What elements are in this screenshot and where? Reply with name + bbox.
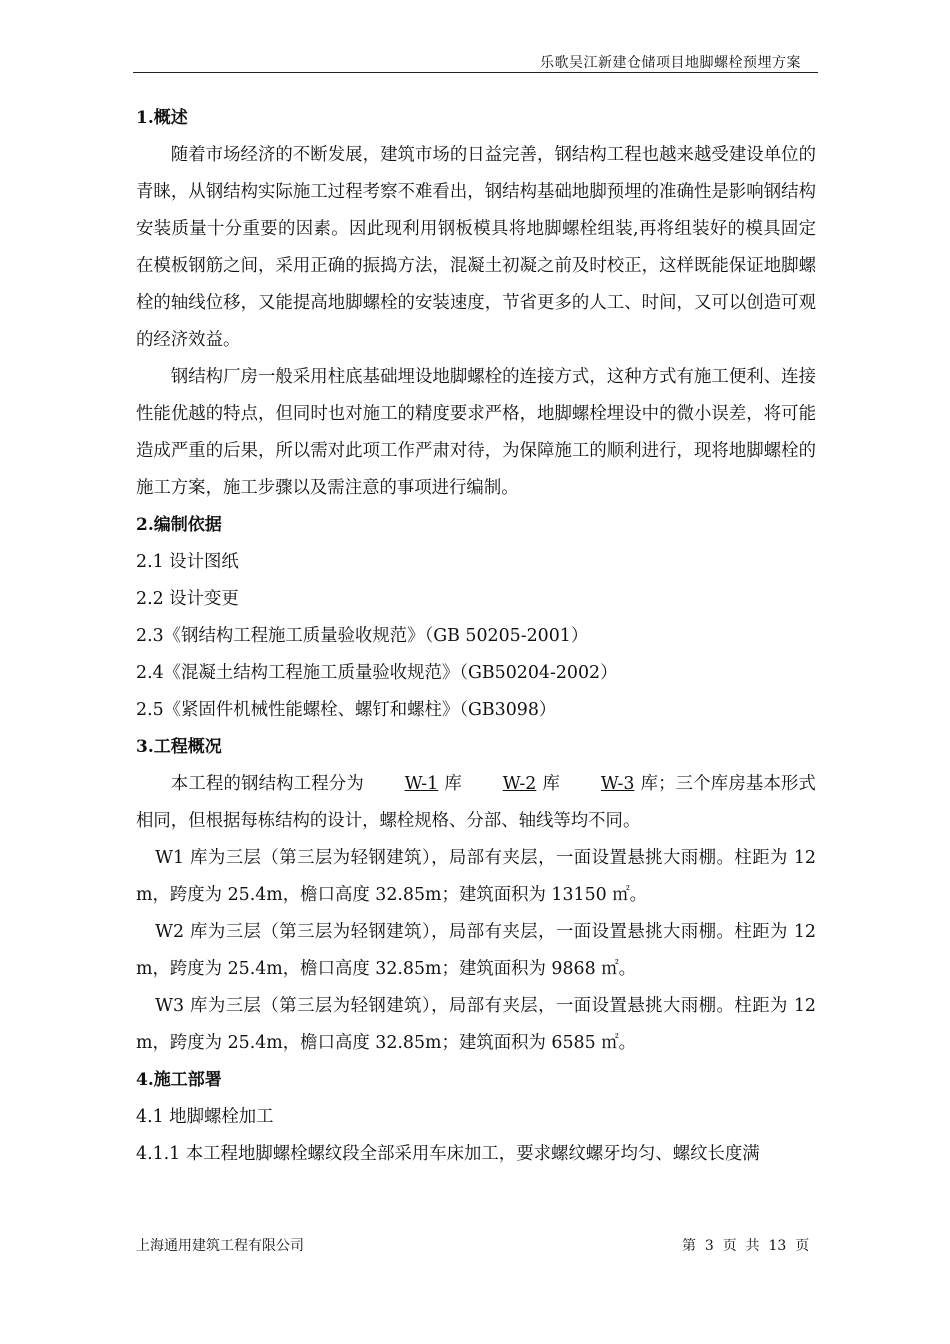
section-3-heading: 3.工程概况 [136, 737, 222, 757]
warehouse-w2-description: W2 库为三层（第三层为轻钢建筑），局部有夹层，一面设置悬挑大雨棚。柱距为 12m，跨度为 25.4m，檐口高度 32.85m；建筑面积为 9868 ㎡。 [136, 922, 816, 979]
warehouse-w1-blank: W-1 [404, 774, 439, 794]
basis-item-design-drawings: 2.1 设计图纸 [136, 552, 239, 572]
ku-label-2: 库 [542, 774, 561, 794]
section-4-heading: 4.施工部署 [136, 1070, 222, 1090]
basis-item-design-changes: 2.2 设计变更 [136, 589, 239, 609]
section-3-intro [136, 766, 816, 840]
section-1-paragraph-2: 钢结构厂房一般采用柱底基础埋设地脚螺栓的连接方式，这种方式有施工便利、连接性能优越的特点，但同时也对施工的精度要求严格，地脚螺栓埋设中的微小误差，将可能造成严重的后果，所以需对此项工作严肃对待，为保障施工的顺利进行，现将地脚螺栓的施工方案，施工步骤以及需注意的事项进行编制。 [136, 367, 816, 498]
intro-text-a: 本工程的钢结构工程分为 [170, 774, 364, 794]
basis-item-fastener-code: 2.5《紧固件机械性能螺栓、螺钉和螺柱》（GB3098） [136, 700, 557, 720]
section-1-paragraph-1: 随着市场经济的不断发展，建筑市场的日益完善，钢结构工程也越来越受建设单位的青睐，从钢结构实际施工过程考察不难看出，钢结构基础地脚预埋的准确性是影响钢结构安装质量十分重要的因素。因此现利用钢板模具将地脚螺栓组装,再将组装好的模具固定在模板钢筋之间，采用正确的振捣方法，混凝土初凝之前及时校正，这样既能保证地脚螺栓的轴线位移，又能提高地脚螺栓的安装速度，节省更多的人工、时间，又可以创造可观的经济效益。 [136, 145, 816, 350]
warehouse-w1-description: W1 库为三层（第三层为轻钢建筑），局部有夹层，一面设置悬挑大雨棚。柱距为 12m，跨度为 25.4m，檐口高度 32.85m；建筑面积为 13150 ㎡。 [136, 848, 816, 905]
intro-text-b: 库；三个库房基本形式相同，但根据每栋结构的设计，螺栓规格、分部、轴线等均不同。 [136, 774, 816, 831]
section-1-heading: 1.概述 [136, 108, 188, 128]
basis-item-steel-code: 2.3《钢结构工程施工质量验收规范》（GB 50205-2001） [136, 626, 589, 646]
warehouse-w3-description: W3 库为三层（第三层为轻钢建筑），局部有夹层，一面设置悬挑大雨棚。柱距为 12m，跨度为 25.4m，檐口高度 32.85m；建筑面积为 6585 ㎡。 [136, 996, 816, 1053]
footer-page-number: 第 3 页 共 13 页 [682, 1238, 810, 1254]
clause-4-1-1: 4.1.1 本工程地脚螺栓螺纹段全部采用车床加工，要求螺纹螺牙均匀、螺纹长度满 [136, 1144, 760, 1164]
basis-item-concrete-code: 2.4《混凝土结构工程施工质量验收规范》（GB50204-2002） [136, 663, 618, 683]
document-body [136, 100, 816, 1173]
warehouse-w2-blank: W-2 [502, 774, 537, 794]
subsection-4-1-heading: 4.1 地脚螺栓加工 [136, 1107, 274, 1127]
section-2-heading: 2.编制依据 [136, 515, 222, 535]
running-header-title: 乐歌吴江新建仓储项目地脚螺栓预埋方案 [540, 55, 801, 71]
footer-company: 上海通用建筑工程有限公司 [136, 1238, 304, 1254]
ku-label-1: 库 [444, 774, 462, 794]
header-divider [133, 72, 818, 73]
warehouse-w3-blank: W-3 [600, 774, 635, 794]
